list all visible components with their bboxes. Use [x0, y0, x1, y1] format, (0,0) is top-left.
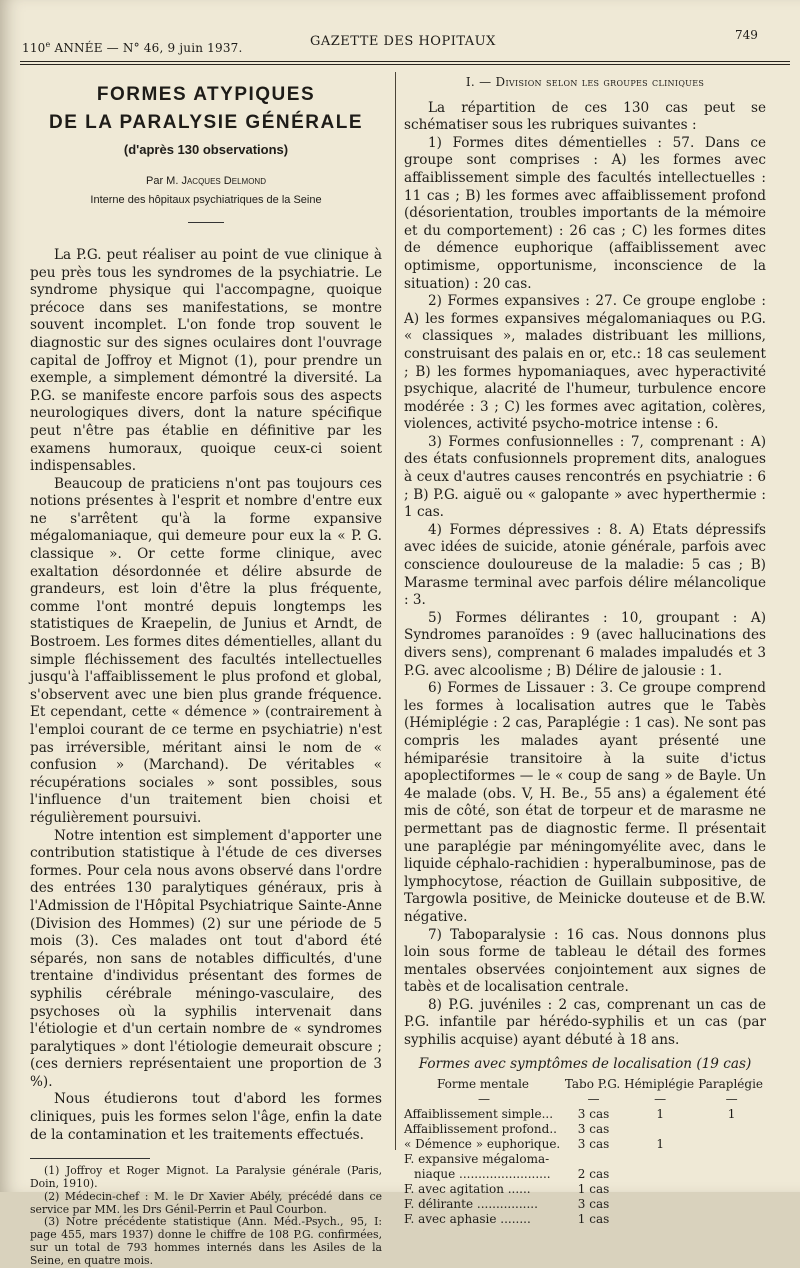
table-dash: — [654, 1092, 667, 1107]
year-sup: e [45, 40, 51, 49]
journal-name: GAZETTE DES HOPITAUX [310, 34, 496, 49]
year-number: 110 [22, 41, 46, 55]
body-paragraph: 7) Taboparalysie : 16 cas. Nous donnons plus loin sous forme de tableau le détail des formes mentales observées conjointement aux signes de tabès et de localisation centrale. [404, 926, 766, 996]
footnote: (1) Joffroy et Roger Mignot. La Paralysie générale (Paris, Doin, 1910). [30, 1164, 382, 1191]
table-cell-para [697, 1137, 766, 1152]
table-cell-hemi: 1 [656, 1137, 664, 1152]
table-cell-tabo: 2 cas [577, 1167, 610, 1182]
body-paragraph: 2) Formes expansives : 27. Ce groupe englobe : A) les formes expansives mégalomaniaques ou P.G. « classiques », malades distribuant les millions, construisant des palais en or, etc.: 18 cas seulement ; B) les formes hypomaniaques, avec hyperactivité psychique, alacrité de l'humeur, turbulence encore modérée : 3 ; C) les formes avec agitation, colères, violences, activité psycho-motrice intense : 6. [404, 293, 766, 433]
table-cell-form: F. avec agitation ...... [404, 1182, 531, 1197]
body-paragraph: La P.G. peut réaliser au point de vue clinique à peu près tous les syndromes de la psychiatrie. Le syndrome physique qui l'accompagne, quoique précoce dans ses manifestations, se montre souvent incomplet. L'on fonde trop souvent le diagnostic sur des signes oculaires dont l'ouvrage capital de Joffroy et Mignot (1), pour prendre un exemple, a simplement démontré la diversité. La P.G. se manifeste encore parfois sous des aspects neurologiques divers, dont la nature spécifique peut n'être pas établie en définitive par les examens humoraux, quoique ceux-ci soient indispensables. [30, 246, 382, 475]
author-affiliation: Interne des hôpitaux psychiatriques de la Seine [90, 194, 322, 207]
body-paragraph: 4) Formes dépressives : 8. A) Etats dépressifs avec idées de suicide, atonie générale, parfois avec conscience douloureuse de la maladie: 5 cas ; B) Marasme terminal avec parfois délire mélancolique : 3. [404, 521, 766, 609]
header-rule [20, 61, 790, 62]
table-cell-hemi: 1 [656, 1107, 664, 1122]
body-paragraph: Notre intention est simplement d'apporter une contribution statistique à l'étude de ces diverses formes. Pour cela nous avons observé dans l'ordre des entrées 130 paralytiques généraux, pris à l'Admission de l'Hôpital Psychiatrique Sainte-Anne (Division des Hommes) (2) sur une période de 5 mois (3). Ces malades ont tout d'abord été séparés, non sans de notables difficultés, d'une trentaine d'individus présentant des formes de syphilis cérébrale méningo-vasculaire, des psychoses où la syphilis intervenait dans l'étiologie et d'un certain nombre de « syndromes paralytiques » dont l'étiologie demeurait obscure ; (ces derniers représentaient une proportion de 3 %). [30, 827, 382, 1090]
table-cell-tabo: 3 cas [577, 1197, 610, 1212]
table-header: Forme mentale [436, 1077, 530, 1092]
table-row [404, 1107, 766, 1122]
table-cell-hemi [623, 1152, 697, 1167]
table-dash: — [478, 1092, 490, 1107]
table-cell-hemi [623, 1212, 697, 1227]
title-divider [188, 222, 224, 223]
table-cell-para: 1 [727, 1107, 736, 1122]
table-header: Paraplégie [698, 1077, 764, 1092]
table-cell-form: niaque ........................ [414, 1167, 551, 1182]
table-cell-hemi [623, 1122, 697, 1137]
table-cell-form: « Démence » euphorique. [404, 1137, 561, 1152]
table-cell-hemi [623, 1182, 697, 1197]
body-paragraph: 5) Formes délirantes : 10, groupant : A) Syndromes paranoïdes : 9 (avec hallucinations des divers sens), comprenant 6 malades impaludés et 3 P.G. avec alcoolisme ; B) Délire de jalousie : 1. [404, 609, 766, 679]
year-label: ANNÉE [54, 41, 103, 55]
table-cell-tabo: 3 cas [577, 1122, 610, 1137]
left-column [30, 82, 382, 1268]
section-heading: I. — Division selon les groupes cliniques [465, 75, 705, 89]
table-row [404, 1167, 766, 1182]
footnote-divider [30, 1158, 150, 1159]
footnote: (2) Médecin-chef : M. le Dr Xavier Abély, précédé dans ce service par MM. les Drs Génil-Perrin et Paul Courbon. [30, 1189, 382, 1216]
article-author [30, 173, 382, 191]
table-cell-tabo: 1 cas [577, 1212, 610, 1227]
table-cell-form: Affaiblissement simple... [404, 1107, 554, 1122]
table-dash: — [725, 1092, 738, 1107]
table-header: Hémiplégie [624, 1077, 695, 1092]
table-row [404, 1122, 766, 1137]
body-paragraph: 6) Formes de Lissauer : 3. Ce groupe comprend les formes à localisation autres que le Tabès (Hémiplégie : 2 cas, Paraplégie : 1 cas). Ne sont pas compris les malades ayant présenté une hémiparésie transitoire à la suite d'ictus apoplectiformes — le « coup de sang » de Bayle. Un 4e malade (obs. V, H. Be., 55 ans) a également été mis de côté, son état de torpeur et de marasme ne permettant pas de diagnostic ferme. Il présentait une paraplégie par méningomyélite avec, dans le liquide céphalo-rachidien : hyperalbuminose, pas de lymphocytose, réaction de Guillain subpositive, de Targowla positive, de Meinicke douteuse et de B.W. négative. [404, 680, 766, 925]
column-separator [395, 72, 396, 1150]
right-column [404, 74, 766, 1227]
table-cell-form: F. expansive mégaloma- [404, 1152, 550, 1167]
table-row [404, 1197, 766, 1212]
table-cell-para [697, 1167, 766, 1182]
table-row [404, 1137, 766, 1152]
table-dash: — [587, 1092, 600, 1107]
table-row [404, 1182, 766, 1197]
footnote: (3) Notre précédente statistique (Ann. Méd.-Psych., 95, I: page 455, mars 1937) donne le chiffre de 108 P.G. confirmées, sur un total de 793 hommes internés dans les Asiles de la Seine, en quatre mois. [30, 1215, 382, 1267]
table-cell-form: F. délirante ................ [404, 1197, 538, 1212]
table-cell-form: Affaiblissement profond.. [404, 1122, 557, 1137]
article-title-line1: FORMES ATYPIQUES [96, 84, 316, 105]
table-title: Formes avec symptômes de localisation (19 cas) [418, 1055, 752, 1072]
table-cell-para [697, 1197, 766, 1212]
table-header: Tabo P.G. [564, 1077, 621, 1092]
author-prefix: Par M. [146, 174, 179, 187]
table-cell-tabo [564, 1152, 623, 1167]
author-name: Jacques Delmond [181, 174, 266, 187]
header-rule-double [20, 64, 790, 65]
article-subtitle: (d'après 130 observations) [123, 142, 289, 158]
table-cell-form: F. avec aphasie ........ [404, 1212, 531, 1227]
table-cell-tabo: 3 cas [577, 1137, 610, 1152]
table-cell-tabo: 1 cas [577, 1182, 610, 1197]
localisation-table [404, 1077, 766, 1227]
body-paragraph: 1) Formes dites démentielles : 57. Dans ce groupe sont comprises : A) les formes avec affaiblissement simple des facultés intellectuelles : 11 cas ; B) les formes avec affaiblissement profond (désorientation, troubles importants de la mémoire et du comportement) : 26 cas ; C) les formes dites de démence euphorique (affaiblissement avec optimisme, opportunisme, inconscience de la situation) : 20 cas. [404, 134, 766, 292]
body-paragraph: Beaucoup de praticiens n'ont pas toujours ces notions présentes à l'esprit et nombre d'entre eux ne s'arrêtent qu'à la forme expansive mégalomaniaque, qui demeure pour eux la « P. G. classique ». Or cette forme clinique, avec exaltation désordonnée et délire absurde de grandeurs, est loin d'être la plus fréquente, comme l'ont montré depuis longtemps les statistiques de Kraepelin, de Junius et Arndt, de Bostroem. Les formes dites démentielles, allant du simple fléchissement des facultés intellectuelles jusqu'à l'affaiblissement le plus profond et global, s'observent avec une bien plus grande fréquence. Et cependant, cette « démence » (contrairement à l'emploi courant de ce terme en psychiatrie) n'est pas irréversible, méritant ainsi le nom de « confusion » (Marchand). De véritables « récupérations sociales » sont possibles, sous l'influence d'un traitement bien choisi et régulièrement poursuivi. [30, 475, 382, 826]
body-paragraph: Nous étudierons tout d'abord les formes cliniques, puis les formes selon l'âge, enfin la date de la contamination et les traitements effectués. [30, 1091, 382, 1143]
table-cell-hemi [623, 1197, 697, 1212]
table-row [404, 1212, 766, 1227]
issue-info: — N° 46, 9 juin 1937. [106, 41, 243, 55]
table-cell-para [697, 1182, 766, 1197]
table-row [404, 1152, 766, 1167]
page-number: 749 [735, 28, 758, 42]
table-cell-tabo: 3 cas [577, 1107, 610, 1122]
body-paragraph: 3) Formes confusionnelles : 7, comprenant : A) des états confusionnels proprement dits, analogues à ceux d'autres causes rencontrés en psychiatrie : 6 ; B) P.G. aiguë ou « galopante » avec hyperthermie : 1 cas. [404, 433, 766, 521]
table-cell-para [697, 1122, 766, 1137]
table-cell-para [697, 1152, 766, 1167]
table-cell-hemi [623, 1167, 697, 1182]
header-issue [22, 40, 243, 55]
body-paragraph: La répartition de ces 130 cas peut se schématiser sous les rubriques suivantes : [404, 99, 766, 134]
article-title-line2: DE LA PARALYSIE GÉNÉRALE [48, 111, 363, 133]
table-cell-para [697, 1212, 766, 1227]
body-paragraph: 8) P.G. juvéniles : 2 cas, comprenant un cas de P.G. infantile par hérédo-syphilis et un cas (par syphilis acquise) ayant débuté à 18 ans. [404, 996, 766, 1049]
